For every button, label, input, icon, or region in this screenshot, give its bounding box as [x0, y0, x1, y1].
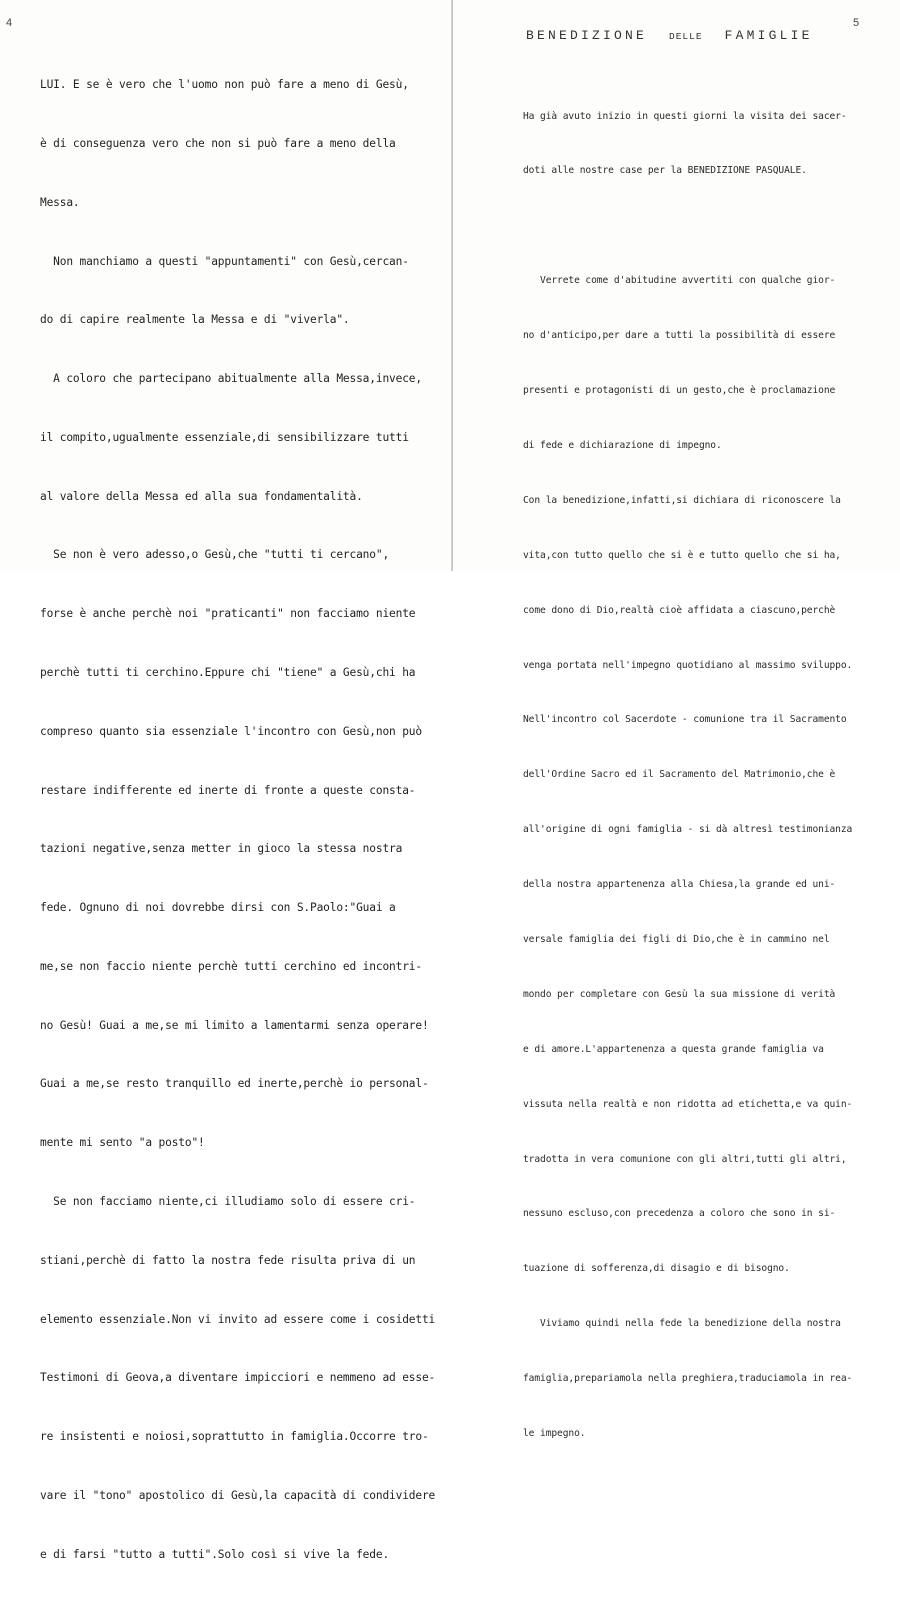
text-line: elemento essenziale.Non vi invito ad essere come i cosidetti — [40, 1312, 436, 1326]
text-line: vissuta nella realtà e non ridotta ad etichetta,e va quin- — [523, 1098, 853, 1110]
text-line: A coloro che partecipano abitualmente alla Messa,invece, — [40, 372, 422, 386]
text-line: Se non facciamo niente,ci illudiamo solo di essere cri- — [40, 1195, 416, 1209]
text-line: tradotta in vera comunione con gli altri,tutti gli altri, — [523, 1153, 847, 1165]
text-line — [523, 217, 893, 235]
right-page — [453, 0, 900, 1439]
text-line: mente mi sento "a posto"! — [40, 1136, 205, 1150]
text-line: Testimoni di Geova,a diventare impicciori e nemmeno ad esse- — [40, 1371, 436, 1385]
page-number-right: 5 — [853, 17, 860, 29]
text-line: versale famiglia dei figli di Dio,che è in cammino nel — [523, 933, 830, 945]
text-line: stiani,perchè di fatto la nostra fede risulta priva di un — [40, 1253, 416, 1267]
text-line: della nostra appartenenza alla Chiesa,la grande ed uni- — [523, 879, 836, 891]
text-line: vita,con tutto quello che si è e tutto quello che si ha, — [523, 549, 841, 561]
text-line: Guai a me,se resto tranquillo ed inerte,perchè io personal- — [40, 1077, 429, 1091]
text-line: è di conseguenza vero che non si può fare a meno della — [40, 136, 396, 150]
text-line: forse è anche perchè noi "praticanti" non facciamo niente — [40, 607, 416, 621]
text-line: tazioni negative,senza metter in gioco la stessa nostra — [40, 842, 403, 856]
text-line: re insistenti e noiosi,soprattutto in famiglia.Occorre tro- — [40, 1430, 429, 1444]
text-line: nessuno escluso,con precedenza a coloro che sono in si- — [523, 1208, 836, 1220]
text-line: e di amore.L'appartenenza a questa grande famiglia va — [523, 1043, 824, 1055]
text-line: no d'anticipo,per dare a tutti la possibilità di essere — [523, 330, 836, 342]
text-line: Se non è vero adesso,o Gesù,che "tutti ti cercano", — [40, 548, 390, 562]
text-line: come dono di Dio,realtà cioè affidata a ciascuno,perchè — [523, 604, 836, 616]
text-line: famiglia,prepariamola nella preghiera,traduciamola in rea- — [523, 1373, 853, 1385]
text-line: e di farsi "tutto a tutti".Solo così si vive la fede. — [40, 1547, 390, 1561]
text-line: do di capire realmente la Messa e di "viverla". — [40, 313, 350, 327]
text-line: dell'Ordine Sacro ed il Sacramento del Matrimonio,che è — [523, 769, 836, 781]
text-line: all'origine di ogni famiglia - si dà altresì testimonianza — [523, 824, 853, 836]
text-line: Verrete come d'abitudine avvertiti con qualche gior- — [523, 275, 836, 287]
page-number-left: 4 — [6, 17, 13, 29]
text-line: me,se non faccio niente perchè tutti cerchino ed incontri- — [40, 959, 422, 973]
text-line: compreso quanto sia essenziale l'incontro con Gesù,non può — [40, 724, 422, 738]
text-line: perchè tutti ti cerchino.Eppure chi "tiene" a Gesù,chi ha — [40, 666, 416, 679]
left-page — [0, 0, 453, 1561]
title-word-1: BENEDIZIONE — [526, 28, 648, 43]
text-line: Ha già avuto inizio in questi giorni la visita dei sacer- — [523, 110, 847, 122]
text-line: doti alle nostre case per la BENEDIZIONE PASQUALE. — [523, 165, 807, 177]
text-line: le impegno. — [523, 1427, 586, 1439]
text-line: Con la benedizione,infatti,si dichiara di riconoscere la — [523, 494, 841, 506]
text-line: venga portata nell'impegno quotidiano al massimo sviluppo. — [523, 659, 853, 671]
text-line: al valore della Messa ed alla sua fondamentalità. — [40, 489, 363, 503]
page-title — [526, 28, 866, 43]
text-line: Nell'incontro col Sacerdote - comunione tra il Sacramento — [523, 714, 847, 726]
text-line: Messa. — [40, 195, 80, 209]
text-line: tuazione di sofferenza,di disagio e di bisogno. — [523, 1263, 790, 1275]
text-line: fede. Ognuno di noi dovrebbe dirsi con S.Paolo:"Guai a — [40, 901, 396, 915]
title-word-3: FAMIGLIE — [724, 28, 813, 43]
text-line: Non manchiamo a questi "appuntamenti" con Gesù,cercan- — [40, 254, 409, 268]
title-word-2: DELLE — [669, 31, 703, 42]
text-line: il compito,ugualmente essenziale,di sensibilizzare tutti — [40, 430, 409, 444]
text-line: mondo per completare con Gesù la sua missione di verità — [523, 988, 836, 1000]
right-page-text — [523, 71, 893, 1480]
text-line: restare indifferente ed inerte di fronte a queste consta- — [40, 783, 416, 797]
text-line: LUI. E se è vero che l'uomo non può fare a meno di Gesù, — [40, 78, 409, 92]
text-line: Viviamo quindi nella fede la benedizione della nostra — [523, 1318, 841, 1330]
text-line: di fede e dichiarazione di impegno. — [523, 439, 722, 451]
text-line: vare il "tono" apostolico di Gesù,la capacità di condividere — [40, 1488, 436, 1502]
left-page-text — [40, 36, 440, 1604]
text-line: no Gesù! Guai a me,se mi limito a lamentarmi senza operare! — [40, 1018, 429, 1032]
text-line: presenti e protagonisti di un gesto,che è proclamazione — [523, 385, 836, 397]
